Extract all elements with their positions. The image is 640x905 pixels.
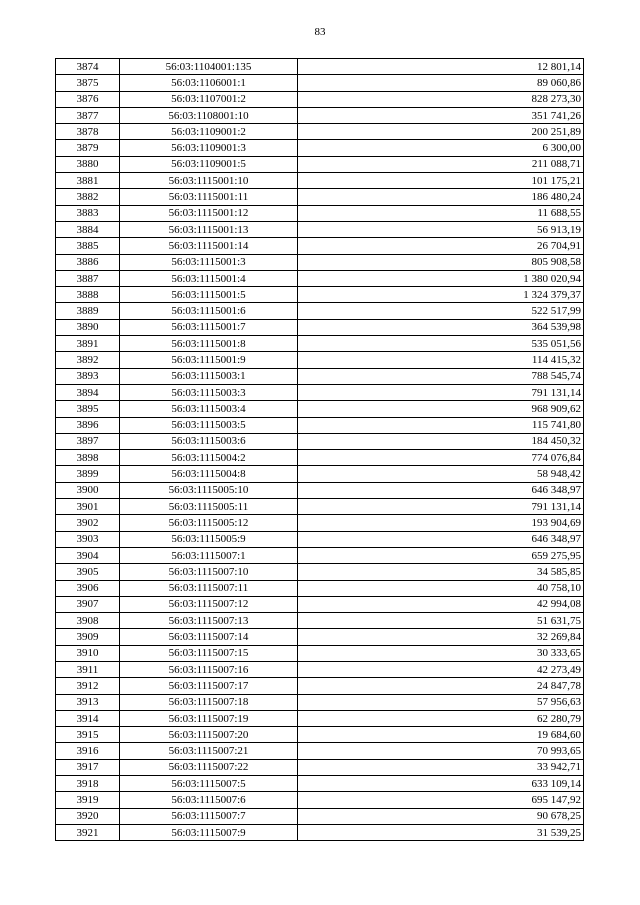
row-number-cell: 3913 (56, 694, 120, 710)
table-row (56, 727, 584, 743)
row-number-cell: 3900 (56, 482, 120, 498)
row-number-cell: 3901 (56, 499, 120, 515)
value-cell: 57 956,63 (298, 694, 584, 710)
value-cell: 26 704,91 (298, 238, 584, 254)
cadastral-number-cell: 56:03:1115007:13 (120, 613, 298, 629)
table-row (56, 547, 584, 563)
row-number-cell: 3909 (56, 629, 120, 645)
value-cell: 791 131,14 (298, 499, 584, 515)
table-row (56, 59, 584, 75)
table-row (56, 515, 584, 531)
value-cell: 56 913,19 (298, 221, 584, 237)
value-cell: 364 539,98 (298, 319, 584, 335)
table-row (56, 482, 584, 498)
row-number-cell: 3893 (56, 368, 120, 384)
cadastral-number-cell: 56:03:1115007:22 (120, 759, 298, 775)
table-row (56, 450, 584, 466)
row-number-cell: 3892 (56, 352, 120, 368)
row-number-cell: 3885 (56, 238, 120, 254)
value-cell: 828 273,30 (298, 91, 584, 107)
row-number-cell: 3883 (56, 205, 120, 221)
row-number-cell: 3918 (56, 776, 120, 792)
row-number-cell: 3889 (56, 303, 120, 319)
cadastral-number-cell: 56:03:1115003:4 (120, 401, 298, 417)
table-row (56, 759, 584, 775)
value-cell: 968 909,62 (298, 401, 584, 417)
cadastral-number-cell: 56:03:1115007:18 (120, 694, 298, 710)
cadastral-number-cell: 56:03:1115007:17 (120, 678, 298, 694)
row-number-cell: 3919 (56, 792, 120, 808)
table-row (56, 221, 584, 237)
table-row (56, 75, 584, 91)
cadastral-number-cell: 56:03:1115007:19 (120, 710, 298, 726)
value-cell: 351 741,26 (298, 107, 584, 123)
row-number-cell: 3914 (56, 710, 120, 726)
cadastral-number-cell: 56:03:1115007:1 (120, 547, 298, 563)
table-row (56, 91, 584, 107)
row-number-cell: 3888 (56, 287, 120, 303)
table-row (56, 352, 584, 368)
table-row (56, 336, 584, 352)
table-row (56, 678, 584, 694)
cadastral-number-cell: 56:03:1106001:1 (120, 75, 298, 91)
cadastral-number-cell: 56:03:1115003:6 (120, 433, 298, 449)
cadastral-number-cell: 56:03:1115007:9 (120, 824, 298, 840)
value-cell: 12 801,14 (298, 59, 584, 75)
value-cell: 535 051,56 (298, 336, 584, 352)
table-row (56, 303, 584, 319)
cadastral-number-cell: 56:03:1115001:13 (120, 221, 298, 237)
cadastral-number-cell: 56:03:1115001:8 (120, 336, 298, 352)
value-cell: 101 175,21 (298, 173, 584, 189)
table-row (56, 140, 584, 156)
value-cell: 115 741,80 (298, 417, 584, 433)
row-number-cell: 3896 (56, 417, 120, 433)
row-number-cell: 3875 (56, 75, 120, 91)
row-number-cell: 3920 (56, 808, 120, 824)
table-row (56, 189, 584, 205)
table-row (56, 254, 584, 270)
row-number-cell: 3881 (56, 173, 120, 189)
table-row (56, 107, 584, 123)
value-cell: 805 908,58 (298, 254, 584, 270)
table-row (56, 743, 584, 759)
row-number-cell: 3897 (56, 433, 120, 449)
value-cell: 1 324 379,37 (298, 287, 584, 303)
cadastral-number-cell: 56:03:1115001:12 (120, 205, 298, 221)
row-number-cell: 3877 (56, 107, 120, 123)
cadastral-number-cell: 56:03:1115007:21 (120, 743, 298, 759)
row-number-cell: 3899 (56, 466, 120, 482)
cadastral-number-cell: 56:03:1115004:2 (120, 450, 298, 466)
value-cell: 186 480,24 (298, 189, 584, 205)
row-number-cell: 3910 (56, 645, 120, 661)
value-cell: 42 273,49 (298, 661, 584, 677)
cadastral-number-cell: 56:03:1115005:11 (120, 499, 298, 515)
table-row (56, 368, 584, 384)
cadastral-number-cell: 56:03:1115001:7 (120, 319, 298, 335)
cadastral-number-cell: 56:03:1115003:1 (120, 368, 298, 384)
row-number-cell: 3917 (56, 759, 120, 775)
row-number-cell: 3884 (56, 221, 120, 237)
cadastral-number-cell: 56:03:1115001:14 (120, 238, 298, 254)
row-number-cell: 3906 (56, 580, 120, 596)
row-number-cell: 3890 (56, 319, 120, 335)
table-row (56, 629, 584, 645)
table-body (56, 59, 584, 841)
row-number-cell: 3907 (56, 596, 120, 612)
value-cell: 114 415,32 (298, 352, 584, 368)
row-number-cell: 3894 (56, 384, 120, 400)
value-cell: 62 280,79 (298, 710, 584, 726)
value-cell: 6 300,00 (298, 140, 584, 156)
table-row (56, 694, 584, 710)
value-cell: 522 517,99 (298, 303, 584, 319)
cadastral-number-cell: 56:03:1115003:3 (120, 384, 298, 400)
row-number-cell: 3882 (56, 189, 120, 205)
table-row (56, 205, 584, 221)
cadastral-number-cell: 56:03:1115007:11 (120, 580, 298, 596)
cadastral-number-cell: 56:03:1115007:6 (120, 792, 298, 808)
cadastral-number-cell: 56:03:1115001:10 (120, 173, 298, 189)
value-cell: 1 380 020,94 (298, 270, 584, 286)
table-row (56, 776, 584, 792)
value-cell: 211 088,71 (298, 156, 584, 172)
cadastral-number-cell: 56:03:1115007:20 (120, 727, 298, 743)
table-row (56, 173, 584, 189)
cadastral-number-cell: 56:03:1108001:10 (120, 107, 298, 123)
value-cell: 200 251,89 (298, 124, 584, 140)
table-row (56, 613, 584, 629)
row-number-cell: 3874 (56, 59, 120, 75)
cadastral-number-cell: 56:03:1115005:10 (120, 482, 298, 498)
row-number-cell: 3908 (56, 613, 120, 629)
value-cell: 42 994,08 (298, 596, 584, 612)
table-row (56, 238, 584, 254)
table-row (56, 580, 584, 596)
value-cell: 90 678,25 (298, 808, 584, 824)
value-cell: 633 109,14 (298, 776, 584, 792)
table-row (56, 710, 584, 726)
value-cell: 774 076,84 (298, 450, 584, 466)
table-row (56, 401, 584, 417)
table-row (56, 384, 584, 400)
cadastral-number-cell: 56:03:1115004:8 (120, 466, 298, 482)
table-row (56, 417, 584, 433)
page-number: 83 (314, 26, 326, 38)
table-row (56, 466, 584, 482)
value-cell: 11 688,55 (298, 205, 584, 221)
cadastral-number-cell: 56:03:1115007:15 (120, 645, 298, 661)
cadastral-number-cell: 56:03:1115007:14 (120, 629, 298, 645)
cadastral-number-cell: 56:03:1109001:2 (120, 124, 298, 140)
row-number-cell: 3916 (56, 743, 120, 759)
value-cell: 70 993,65 (298, 743, 584, 759)
cadastral-value-table (55, 58, 584, 841)
value-cell: 659 275,95 (298, 547, 584, 563)
cadastral-number-cell: 56:03:1115007:16 (120, 661, 298, 677)
value-cell: 646 348,97 (298, 531, 584, 547)
row-number-cell: 3878 (56, 124, 120, 140)
value-cell: 788 545,74 (298, 368, 584, 384)
value-cell: 193 904,69 (298, 515, 584, 531)
row-number-cell: 3891 (56, 336, 120, 352)
value-cell: 184 450,32 (298, 433, 584, 449)
table-row (56, 124, 584, 140)
table-row (56, 319, 584, 335)
table-row (56, 433, 584, 449)
row-number-cell: 3915 (56, 727, 120, 743)
row-number-cell: 3876 (56, 91, 120, 107)
row-number-cell: 3879 (56, 140, 120, 156)
value-cell: 791 131,14 (298, 384, 584, 400)
value-cell: 695 147,92 (298, 792, 584, 808)
table-row (56, 531, 584, 547)
row-number-cell: 3911 (56, 661, 120, 677)
cadastral-number-cell: 56:03:1115005:12 (120, 515, 298, 531)
table-row (56, 287, 584, 303)
row-number-cell: 3880 (56, 156, 120, 172)
table-row (56, 824, 584, 840)
value-cell: 51 631,75 (298, 613, 584, 629)
cadastral-number-cell: 56:03:1115003:5 (120, 417, 298, 433)
cadastral-number-cell: 56:03:1109001:5 (120, 156, 298, 172)
cadastral-number-cell: 56:03:1109001:3 (120, 140, 298, 156)
table-row (56, 156, 584, 172)
cadastral-number-cell: 56:03:1115001:3 (120, 254, 298, 270)
value-cell: 31 539,25 (298, 824, 584, 840)
value-cell: 32 269,84 (298, 629, 584, 645)
row-number-cell: 3898 (56, 450, 120, 466)
table-row (56, 792, 584, 808)
value-cell: 40 758,10 (298, 580, 584, 596)
cadastral-number-cell: 56:03:1115007:7 (120, 808, 298, 824)
value-cell: 30 333,65 (298, 645, 584, 661)
row-number-cell: 3895 (56, 401, 120, 417)
value-cell: 89 060,86 (298, 75, 584, 91)
row-number-cell: 3905 (56, 564, 120, 580)
value-cell: 33 942,71 (298, 759, 584, 775)
value-cell: 58 948,42 (298, 466, 584, 482)
row-number-cell: 3921 (56, 824, 120, 840)
cadastral-number-cell: 56:03:1115007:10 (120, 564, 298, 580)
table-row (56, 270, 584, 286)
value-cell: 19 684,60 (298, 727, 584, 743)
value-cell: 34 585,85 (298, 564, 584, 580)
row-number-cell: 3886 (56, 254, 120, 270)
table-row (56, 645, 584, 661)
value-cell: 24 847,78 (298, 678, 584, 694)
cadastral-number-cell: 56:03:1115001:5 (120, 287, 298, 303)
row-number-cell: 3912 (56, 678, 120, 694)
table-row (56, 661, 584, 677)
cadastral-number-cell: 56:03:1107001:2 (120, 91, 298, 107)
row-number-cell: 3902 (56, 515, 120, 531)
table-row (56, 808, 584, 824)
row-number-cell: 3903 (56, 531, 120, 547)
cadastral-number-cell: 56:03:1115001:11 (120, 189, 298, 205)
cadastral-number-cell: 56:03:1115001:6 (120, 303, 298, 319)
cadastral-number-cell: 56:03:1115005:9 (120, 531, 298, 547)
cadastral-number-cell: 56:03:1115007:5 (120, 776, 298, 792)
cadastral-number-cell: 56:03:1115001:9 (120, 352, 298, 368)
cadastral-number-cell: 56:03:1104001:135 (120, 59, 298, 75)
row-number-cell: 3904 (56, 547, 120, 563)
table-row (56, 596, 584, 612)
cadastral-number-cell: 56:03:1115007:12 (120, 596, 298, 612)
cadastral-number-cell: 56:03:1115001:4 (120, 270, 298, 286)
table-row (56, 499, 584, 515)
row-number-cell: 3887 (56, 270, 120, 286)
value-cell: 646 348,97 (298, 482, 584, 498)
table-row (56, 564, 584, 580)
